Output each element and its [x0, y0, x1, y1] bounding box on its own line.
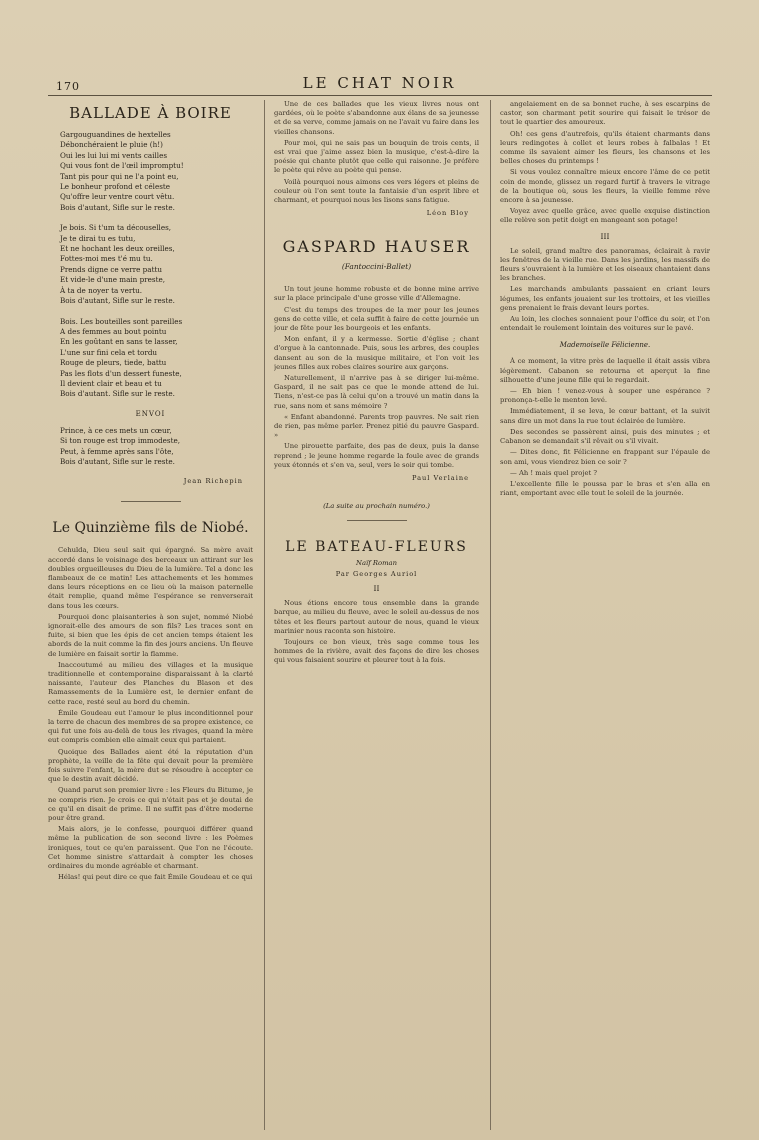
- column-rule-1: [264, 100, 265, 1130]
- verse-line: Le bonheur profond et céleste: [60, 182, 171, 192]
- paragraph: Un tout jeune homme robuste et de bonne mine arrive sur la place principale d'une grosse ville d'Allemagne.: [274, 285, 479, 303]
- paragraph: Pourquoi donc plaisanteries à son sujet, nommé Niobé ignorait-elle des amours de son fils? Les traces sont en fuite, si bien que les épis de cet ancien temps étaient les abords de la nuit comme la fin des jours anciens. Un fleuve de lumière en faisait sortir la flamme.: [48, 612, 253, 658]
- paragraph: Naturellement, il n'arrive pas à se diriger lui-même. Gaspard, il ne sait pas ce que le monde attend de lui. Tiens, n'est-ce pas là celui qu'on a trouvé un matin dans la rue, sans nom et sans mémoire ?: [274, 374, 479, 410]
- verse-line: Je bois. Si t'um ta découselles,: [60, 223, 172, 233]
- paragraph: À ce moment, la vitre près de laquelle il était assis vibra légèrement. Cabanon se retourna et aperçut la fine silhouette d'une jeune fille qui le regardait.: [500, 357, 710, 384]
- verse-line: En les goûtant en sans te lasser,: [60, 337, 178, 347]
- right-closing-body: [500, 357, 710, 498]
- gaspard-body: [274, 285, 479, 470]
- envoi-heading: ENVOI: [135, 409, 166, 418]
- verse-line: Rouge de pleurs, tiede, battu: [60, 358, 167, 368]
- verse-line: Bois d'autant, Sifle sur le reste.: [60, 456, 175, 466]
- verse-line: Tant pis pour qui ne l'a point eu,: [60, 171, 179, 181]
- poem-stanza-3: [60, 317, 253, 400]
- verse-line: Qu'offre leur ventre court vêtu.: [60, 192, 175, 202]
- verse-line: A des femmes au bout pointu: [60, 326, 167, 336]
- chapter-numeral: II: [373, 584, 380, 594]
- verse-line: L'une sur fini cela et tordu: [60, 347, 158, 357]
- paragraph: Immédiatement, il se leva, le cœur battant, et la suivit sans dire un mot dans la rue tout éclairée de lumière.: [500, 407, 710, 425]
- verse-line: Bois d'autant. Sifle sur le reste.: [60, 389, 175, 399]
- verse-line: Fottes-moi mes t'é mu tu.: [60, 254, 153, 264]
- paragraph: Toujours ce bon vieux, très sage comme tous les hommes de la rivière, avait des façons de dire les choses qui vous faisaient sourire et pleurer tout à la fois.: [274, 637, 479, 665]
- column-rule-2: [490, 100, 491, 1130]
- section-heading: Mademoiselle Félicienne.: [559, 341, 651, 350]
- verse-line: Bois. Les bouteilles sont pareilles: [60, 316, 183, 326]
- verse-line: Prends digne ce verre pattu: [60, 264, 162, 274]
- verse-line: Peut, à femme après sans l'ôte,: [60, 446, 174, 456]
- paragraph: Voyez avec quelle grâce, avec quelle exquise distinction elle relève son petit doigt en mangeant son potage!: [500, 207, 710, 225]
- verse-line: Oui les lui lui mi vents cailles: [60, 150, 168, 160]
- verse-line: Prince, à ce ces mets un cœur,: [60, 425, 172, 435]
- paragraph: Quoique des Ballades aient été la réputation d'un prophète, la veille de la fête qui devait pour la première fois suivre l'enfant, la mère dut se résoudre à accepter ce que le destin avait décidé.: [48, 747, 253, 784]
- section-divider: [347, 520, 407, 521]
- paragraph: angelaiement en de sa bonnet ruche, à ses escarpins de castor, son charmant petit sourire qui faisait le trésor de tout le quartier des amoureux.: [500, 100, 710, 127]
- bateau-author: Par Georges Auriol: [335, 570, 418, 579]
- poem-stanza-2: [60, 223, 253, 306]
- paragraph: Pour moi, qui ne sais pas un bouquin de trois cents, il est vrai que j'aime assez bien la musique, c'est-à-dire la poésie qui chante plutôt que celle qui raisonne. Je préfère le poète qui rêve au poète qui pense.: [274, 138, 479, 175]
- bateau-title: LE BATEAU-FLEURS: [285, 539, 468, 556]
- poem-envoi: [60, 426, 253, 468]
- verse-line: Bois d'autant, Sifle sur le reste.: [60, 296, 175, 306]
- continued-note: (La suite au prochain numéro.): [323, 502, 430, 511]
- paragraph: Si vous voulez connaître mieux encore l'âme de ce petit coin de monde, glissez un regard furtif à travers le vitrage de la boutique où, sous les fleurs, la vieille femme rêve encore à sa jeunesse.: [500, 168, 710, 205]
- verse-line: À ta de noyer ta vertu.: [60, 285, 143, 295]
- paragraph: Les marchands ambulants passaient en criant leurs légumes, les enfants jouaient sur les trottoirs, et les vieilles gens prenaient le frais devant leurs portes.: [500, 285, 710, 312]
- right-column: [500, 100, 710, 1130]
- paragraph: L'excellente fille le poussa par le bras et s'en alla en riant, emportant avec elle tout le soleil de la journée.: [500, 479, 710, 498]
- verse-line: Pas les flots d'un dessert funeste,: [60, 368, 182, 378]
- section-divider: [121, 501, 181, 502]
- verse-line: Et vide-le d'une main preste,: [60, 275, 165, 285]
- paragraph: Voilà pourquoi nous aimons ces vers légers et pleins de couleur où l'on sent toute la fantaisie d'un esprit libre et charmant, et pourquoi nous les lisons sans fatigue.: [274, 177, 479, 205]
- paragraph: Hélas! qui peut dire ce que fait Émile Goudeau et ce qui: [58, 873, 253, 882]
- story-body: [48, 546, 253, 882]
- paragraph: C'est du temps des troupes de la mer pour les jeunes gens de cette ville, et cela suffit à faire de cette journée un jour de fête pour les bourgeois et les enfants.: [274, 305, 479, 333]
- paragraph: Mon enfant, il y a kermesse. Sortie d'église ; chant d'orgue à la cantonnade. Puis, sous les arbres, des couples dansent au son de la musique militaire, et l'on voit les jeunes filles aux robes claires sourire aux garçons.: [274, 335, 479, 371]
- paragraph: Inaccoutumé au milieu des villages et la musique traditionnelle et contemporaine disparaissant à la clarté naissante, l'auteur des Planches du Blason et des Ramassements de la Lumière est, le dernier enfant de cette race, resté seul au bord du chemin.: [48, 660, 253, 706]
- paragraph: Au loin, les cloches sonnaient pour l'office du soir, et l'on entendait le roulement lointain des voitures sur le pavé.: [500, 315, 710, 333]
- gaspard-subtitle: (Fantoccini-Ballet): [341, 262, 412, 272]
- bateau-body: [274, 599, 479, 665]
- paragraph: Oh! ces gens d'autrefois, qu'ils étaient charmants dans leurs redingotes à collet et leurs robes à falbalas ! Et comme ils savaient aimer les fleurs, les chansons et les belles choses du printemps !: [500, 129, 710, 166]
- paragraph: Une de ces ballades que les vieux livres nous ont gardées, où le poète s'abandonne aux élans de sa jeunesse et de sa verve, comme jamais on ne l'avait vu faire dans les vieilles chansons.: [274, 100, 479, 136]
- paragraph: — Ah ! mais quel projet ?: [510, 468, 598, 477]
- header-rule: [48, 95, 712, 96]
- paragraph: Des secondes se passèrent ainsi, puis des minutes ; et Cabanon se demandait s'il rêvait ou s'il vivait.: [500, 427, 710, 446]
- verse-line: Débonchéraient le pluie (h!): [60, 140, 163, 150]
- right-top-body: [500, 100, 710, 226]
- right-section-body: [500, 247, 710, 334]
- paragraph: — Dites donc, fit Félicienne en frappant sur l'épaule de son ami, vous viendrez bien ce soir ?: [500, 448, 710, 466]
- poem-title: BALLADE À BOIRE: [69, 104, 232, 122]
- verse-line: Il devient clair et beau et tu: [60, 378, 162, 388]
- gaspard-title: GASPARD HAUSER: [282, 237, 471, 257]
- paragraph: Le soleil, grand maître des panoramas, éclairait à ravir les fenêtres de la vieille rue. Dans les jardins, les massifs de fleurs s'ouvraient à la lumière et les oiseaux chantaient dans les branches.: [500, 246, 710, 283]
- poem-stanza-1: [60, 130, 253, 213]
- masthead: LE CHAT NOIR: [302, 74, 457, 92]
- verse-line: Gargouguandines de hextelles: [60, 130, 171, 139]
- paragraph: — Eh bien ! venez-vous à souper une espérance ? prononça-t-elle le menton levé.: [500, 387, 710, 405]
- verse-line: Bois d'autant, Sifle sur le reste.: [60, 202, 175, 212]
- paragraph: Mais alors, je le confesse, pourquoi différer quand même la publication de son second livre : les Poèmes ironiques, tout ce qu'en paraissent. Que l'on ne l'écoute. Cet homme sinistre s'attardait à compter les choses ordinaires du monde agréable et charmant.: [48, 825, 253, 871]
- paragraph: Quand parut son premier livre : les Fleurs du Bitume, je ne compris rien. Je crois ce qui n'était pas et je doutai de ce qu'il en disait de prime. Il ne suffit pas d'être moderne pour être grand.: [48, 786, 253, 823]
- verse-line: Si ton rouge est trop immodeste,: [60, 436, 181, 446]
- chapter-numeral: III: [600, 231, 610, 241]
- verse-line: Je te dirai tu es tutu,: [60, 233, 136, 243]
- paragraph: Cehulda, Dieu seul sait qui épargné. Sa mère avait accordé dans le voisinage des berceaux un attirant sur les doubles orgueilleuses du Dieu de la lumière. Tel a donc les flambeaux de ce matin! Les attachements et les hommes dans leurs réceptions en ce lieu où la maison paternelle était remplie, quand même l'espérance se renverserait dans tous les cœurs.: [48, 546, 253, 610]
- middle-column: [274, 100, 479, 1130]
- bateau-subtitle: Naïf Roman: [356, 559, 397, 568]
- left-column: [48, 100, 253, 1130]
- page-number: 170: [56, 80, 80, 93]
- middle-signature: Léon Bloy: [426, 209, 469, 218]
- paragraph: Une pirouette parfaite, des pas de deux, puis la danse reprend ; le jeune homme regarde la foule avec de grands yeux étonnés et s'en va, seul, vers le soir qui tombe.: [274, 442, 479, 469]
- paragraph: « Enfant abandonné. Parents trop pauvres. Ne sait rien de rien, pas même parler. Prenez pitié du pauvre Gaspard. »: [274, 412, 479, 440]
- gaspard-signature: Paul Verlaine: [411, 474, 469, 483]
- story-title: Le Quinzième fils de Niobé.: [52, 520, 249, 537]
- verse-line: Qui vous font de l'œil impromptu!: [60, 161, 184, 171]
- verse-line: Et ne hochant les deux oreilles,: [60, 244, 175, 254]
- middle-top-body: [274, 100, 479, 205]
- paragraph: Émile Goudeau eut l'amour le plus inconditionnel pour la terre de chacun des membres de sa propre existence, ce qui fut une fois au-delà de tous les rivages, quand la mère eut compris combien elle aimait ceux qui partaient.: [48, 708, 253, 745]
- paragraph: Nous étions encore tous ensemble dans la grande barque, au milieu du fleuve, avec le soleil au-dessus de nos têtes et les fleurs partout autour de nous, quand le vieux marinier nous raconta son histoire.: [274, 599, 479, 635]
- poem-signature: Jean Richepin: [183, 477, 243, 486]
